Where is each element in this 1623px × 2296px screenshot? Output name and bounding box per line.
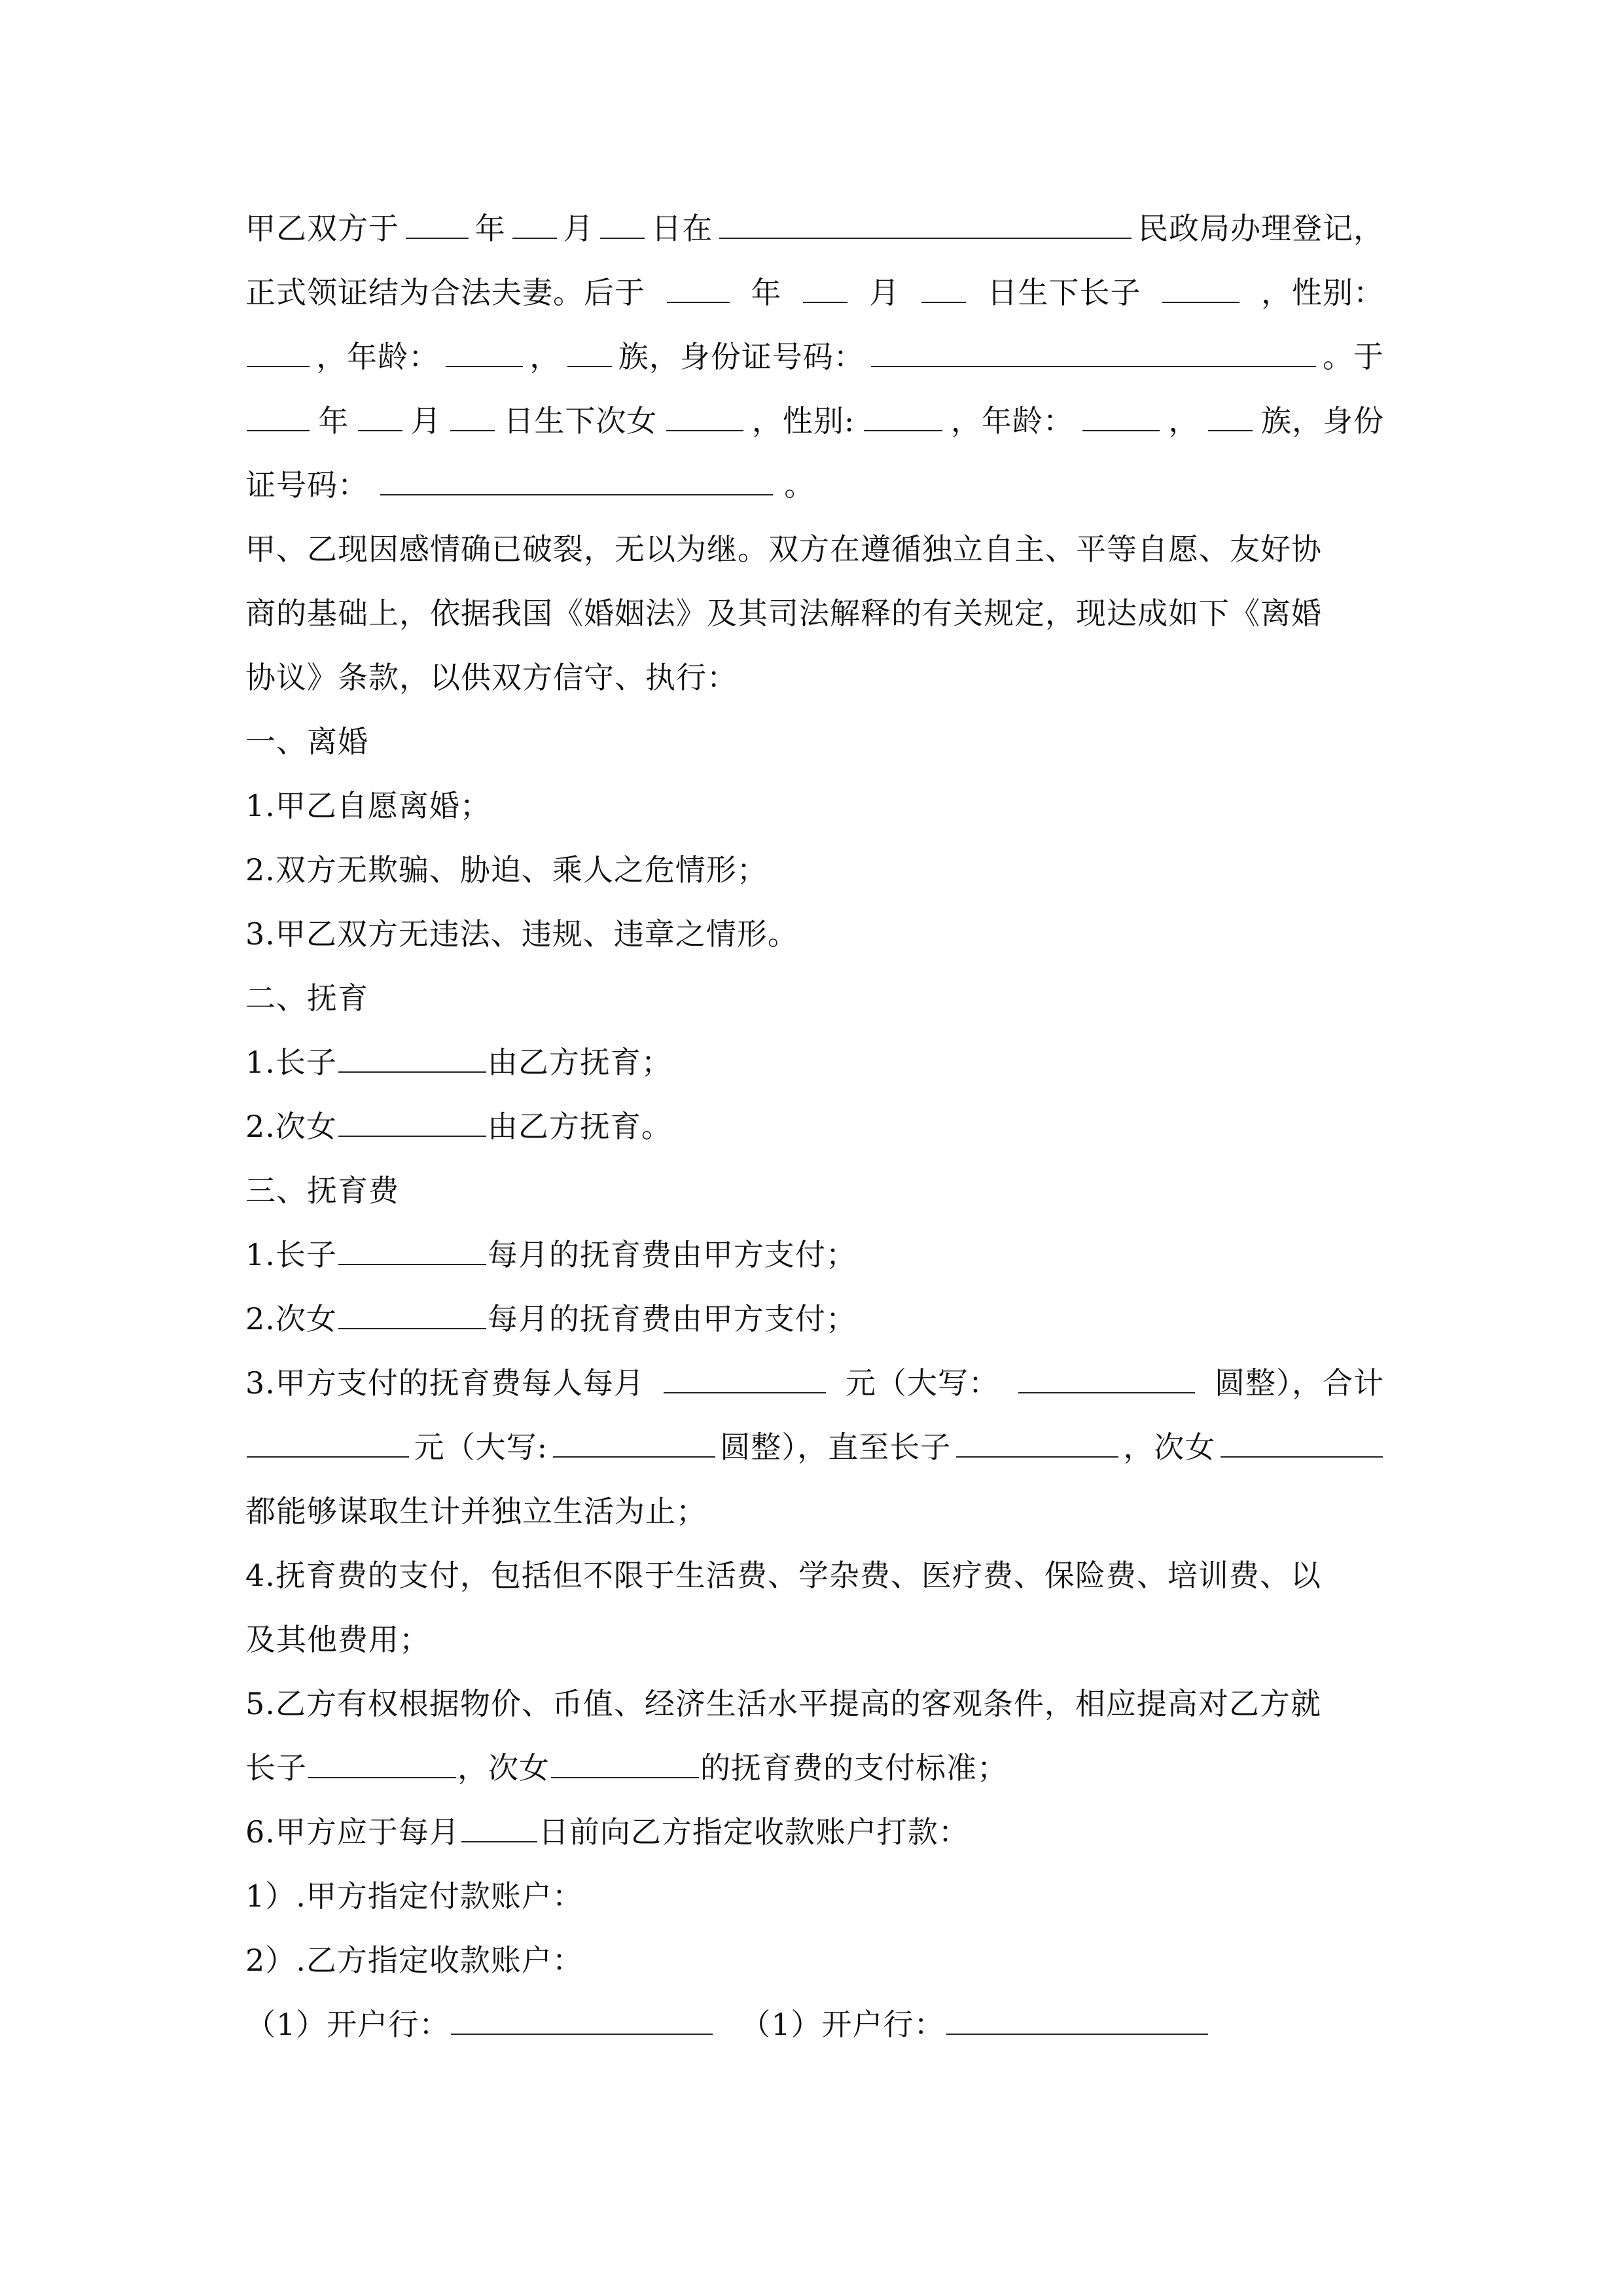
blank-month[interactable] (358, 400, 402, 431)
text: ， (1168, 403, 1200, 439)
text: 年 (318, 403, 349, 439)
blank-day[interactable] (600, 207, 645, 239)
section1-item1: 1.甲乙自愿离婚； (245, 788, 491, 823)
para2-line2 (245, 581, 1384, 645)
section1-item3: 3.甲乙双方无违法、违规、违章之情形。 (245, 916, 798, 952)
text: 1.长子 (245, 1045, 337, 1080)
blank-daughter-age[interactable] (1082, 400, 1160, 431)
para1-line1 (245, 196, 1384, 260)
blank-daughter-name[interactable] (338, 1105, 486, 1137)
text: 6.甲方应于每月 (245, 1814, 460, 1850)
text: 元（大写: (414, 1429, 548, 1465)
text: 甲乙双方于 (245, 211, 399, 246)
text: ，年龄： (316, 339, 440, 374)
blank-son-name[interactable] (308, 1747, 456, 1778)
blank-year[interactable] (247, 400, 310, 431)
bank-line (245, 1992, 1384, 2056)
blank-daughter-name[interactable] (1221, 1426, 1383, 1458)
text: 元（大写： (845, 1365, 999, 1401)
para1-line2 (245, 260, 1384, 325)
blank-son-name[interactable] (1162, 272, 1240, 303)
blank-daughter-id[interactable] (380, 464, 773, 495)
blank-son-name[interactable] (956, 1426, 1118, 1458)
text: 每月的抚育费由甲方支付； (487, 1237, 857, 1272)
blank-day[interactable] (450, 400, 495, 431)
text: ，性别: (751, 403, 855, 439)
text: 4.抚育费的支付，包括但不限于生活费、学杂费、医疗费、保险费、培训费、以 (245, 1558, 1321, 1593)
text: 圆整），直至长子 (720, 1429, 952, 1465)
section1-title: 一、离婚 (245, 724, 368, 759)
blank-daughter-gender[interactable] (864, 400, 942, 431)
text: 由乙方抚育； (487, 1045, 672, 1080)
text: 年 (474, 211, 506, 246)
section3-item4-line2: 及其他费用； (245, 1622, 430, 1657)
section3-title: 三、抚育费 (245, 1173, 399, 1208)
text: 2.次女 (245, 1301, 337, 1336)
text: ，次女 (457, 1750, 550, 1785)
section3-item3-line2 (245, 1415, 1384, 1479)
blank-month[interactable] (512, 207, 557, 239)
section3-item2 (245, 1287, 1384, 1351)
blank-son-name[interactable] (338, 1041, 486, 1073)
section3-item5-line2 (245, 1736, 1384, 1800)
blank-payment-day[interactable] (461, 1811, 537, 1842)
text: 月 (869, 275, 900, 310)
text: 。 (784, 467, 815, 503)
section2-title: 二、抚育 (245, 980, 368, 1016)
blank-day[interactable] (921, 272, 966, 303)
text: 长子 (245, 1750, 307, 1785)
blank-payer-bank[interactable] (451, 2003, 713, 2035)
text: 每月的抚育费由甲方支付； (487, 1301, 857, 1336)
text: 族，身份 (1260, 403, 1384, 439)
para1-line5 (245, 453, 1384, 517)
blank-month[interactable] (803, 272, 847, 303)
text: 族，身份证号码： (618, 339, 865, 374)
text: 2.次女 (245, 1109, 337, 1144)
text: 日生下次女 (503, 403, 658, 439)
text: 5.乙方有权根据物价、币值、经济生活水平提高的客观条件，相应提高对乙方就 (245, 1686, 1321, 1721)
payee-account-label: 2）.乙方指定收款账户： (245, 1943, 583, 1978)
section3-item3-line1 (245, 1351, 1384, 1415)
text: 由乙方抚育。 (487, 1109, 672, 1144)
text: ，性别： (1261, 275, 1384, 310)
blank-daughter-name[interactable] (551, 1747, 699, 1778)
text: 日前向乙方指定收款账户打款： (538, 1814, 969, 1850)
text: 圆整），合计 (1214, 1365, 1384, 1401)
text: 的抚育费的支付标准； (700, 1750, 1008, 1785)
text: 月 (563, 211, 594, 246)
text: ，次女 (1123, 1429, 1216, 1465)
blank-total-amount[interactable] (247, 1426, 409, 1458)
blank-son-id[interactable] (871, 336, 1316, 367)
text: 证号码： (245, 467, 368, 503)
section3-item1 (245, 1223, 1384, 1287)
text: 。于 (1322, 339, 1384, 374)
section1-item2: 2.双方无欺骗、胁迫、乘人之危情形； (245, 852, 768, 888)
blank-daughter-name[interactable] (338, 1298, 486, 1329)
blank-monthly-amount[interactable] (664, 1362, 826, 1393)
payer-account-label: 1）.甲方指定付款账户： (245, 1878, 583, 1914)
bank-label: （1）开户行： (740, 2007, 945, 2042)
para2-line3 (245, 645, 1384, 709)
text: ， (529, 339, 561, 374)
blank-son-name[interactable] (338, 1234, 486, 1265)
section3-item5-line1 (245, 1672, 1384, 1736)
blank-payee-bank[interactable] (946, 2003, 1208, 2035)
text: 年 (751, 275, 782, 310)
document-body (245, 196, 1384, 2056)
section3-item6 (245, 1800, 1384, 1864)
section3-item4-line1 (245, 1543, 1384, 1607)
section2-item1 (245, 1030, 1384, 1094)
text: 1.长子 (245, 1237, 337, 1272)
text: 日在 (651, 211, 713, 246)
text: 月 (410, 403, 442, 439)
text: ，年龄： (950, 403, 1074, 439)
text: 甲、乙现因感情确已破裂，无以为继。双方在遵循独立自主、平等自愿、友好协 (245, 531, 1322, 567)
text: 3.甲方支付的抚育费每人每月 (245, 1365, 645, 1401)
blank-civil-bureau[interactable] (719, 207, 1132, 239)
blank-son-age[interactable] (446, 336, 523, 367)
blank-year[interactable] (667, 272, 730, 303)
blank-daughter-name[interactable] (666, 400, 743, 431)
blank-son-ethnicity[interactable] (567, 336, 612, 367)
text: 日生下长子 (987, 275, 1141, 310)
blank-amount-in-words[interactable] (1018, 1362, 1195, 1393)
text: 商的基础上，依据我国《婚姻法》及其司法解释的有关规定，现达成如下《离婚 (245, 596, 1322, 631)
blank-total-in-words[interactable] (553, 1426, 715, 1458)
para1-line4 (245, 389, 1384, 453)
blank-daughter-ethnicity[interactable] (1208, 400, 1253, 431)
bank-label: （1）开户行： (245, 2007, 450, 2042)
section3-item3-line3: 都能够谋取生计并独立生活为止； (245, 1494, 707, 1529)
section2-item2 (245, 1094, 1384, 1158)
text: 正式领证结为合法夫妻。后于 (245, 275, 645, 310)
para1-line3 (245, 325, 1384, 389)
text: 民政局办理登记， (1138, 211, 1384, 246)
text: 协议》条款，以供双方信守、执行： (245, 660, 738, 695)
blank-son-gender[interactable] (247, 336, 310, 367)
para2-line1 (245, 517, 1384, 581)
blank-year[interactable] (406, 207, 469, 239)
